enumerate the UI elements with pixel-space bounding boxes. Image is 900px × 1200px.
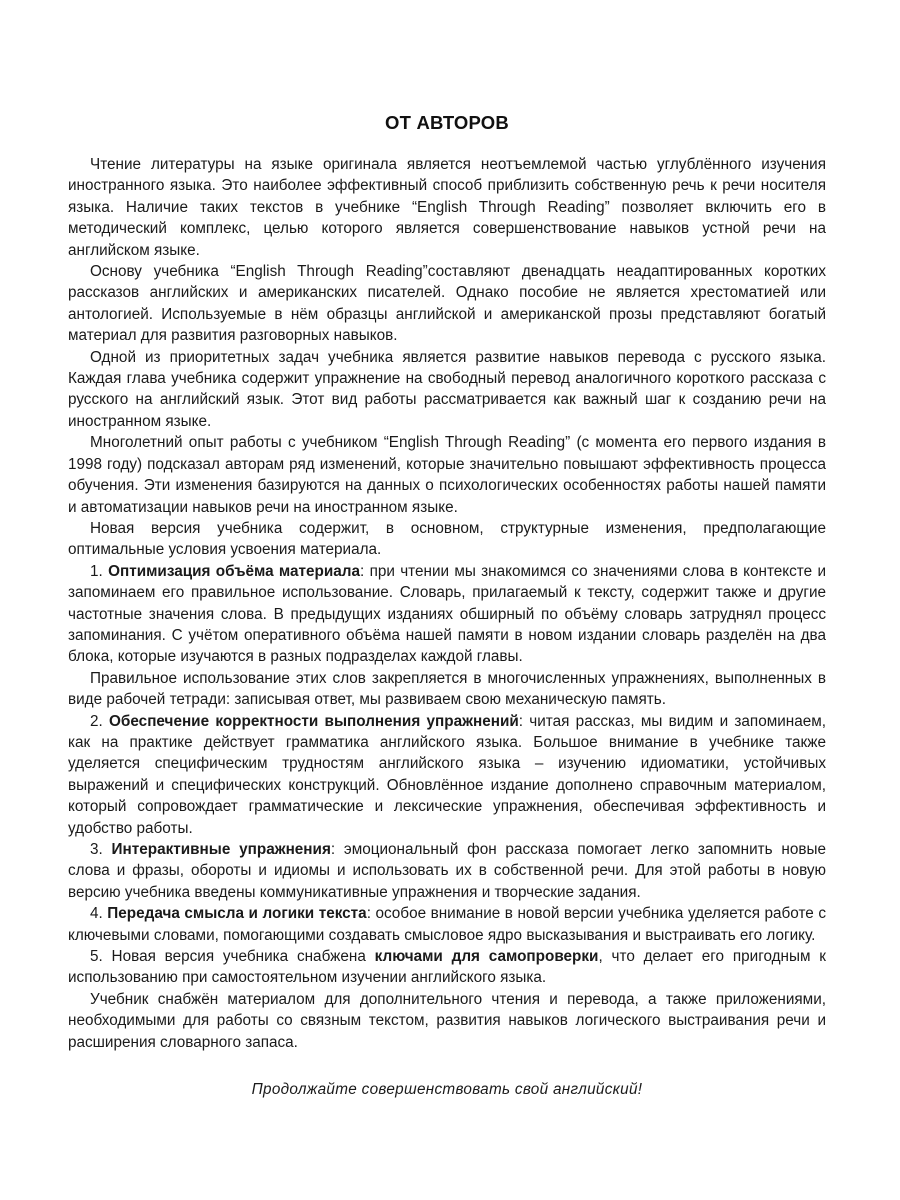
paragraph-text: : эмоциональный фон рассказа помогает легко запомнить новые слова и фразы, обороты и идиомы и использовать их в собственной речи. Для этой работы в новую версию учебника введены коммуникативные упражнения и творческие задания.	[68, 841, 826, 901]
paragraph-prefix: 4.	[90, 905, 108, 923]
paragraph-text: : особое внимание в новой версии учебника уделяется работе с ключевыми словами, помогающими создавать смысловое ядро высказывания и выстраивать его логику.	[68, 905, 826, 944]
paragraph	[68, 561, 826, 668]
paragraph-text: : читая рассказ, мы видим и запоминаем, как на практике действует грамматика английского языка. Большое внимание в учебнике также уделяется специфическим трудностям английского языка – изучению идиоматики, устойчивых выражений и специфических конструкций. Обновлённое издание дополнено справочным материалом, который сопровождает грамматические и лексические упражнения, обеспечивая эффективность и удобство работы.	[68, 712, 826, 837]
paragraph-prefix: 5. Новая версия учебника снабжена	[90, 948, 375, 966]
paragraph	[68, 347, 826, 433]
paragraph-heading: Интерактивные упражнения	[111, 841, 331, 858]
paragraph-prefix: 3.	[90, 841, 112, 858]
paragraph-text: , что делает его пригодным к использованию при самостоятельном изучении английского языка.	[68, 948, 826, 987]
paragraph-text: Учебник снабжён материалом для дополнительного чтения и перевода, а также приложениями, необходимыми для работы со связным текстом, развития навыков логического выстраивания речи и расширения словарного запаса.	[68, 990, 826, 1051]
paragraph-prefix: 2.	[90, 712, 110, 730]
paragraph	[68, 946, 826, 989]
document-page	[68, 112, 826, 1099]
paragraph-heading: Передача смысла и логики текста	[107, 905, 367, 923]
paragraph	[68, 989, 826, 1053]
paragraph-text: Правильное использование этих слов закрепляется в многочисленных упражнениях, выполненных в виде рабочей тетради: записывая ответ, мы развиваем свою механическую память.	[68, 669, 826, 709]
paragraph	[68, 154, 826, 261]
paragraph-heading: Оптимизация объёма материала	[108, 562, 361, 580]
paragraph-prefix: 1.	[90, 562, 109, 580]
paragraph	[68, 432, 826, 518]
paragraph	[68, 518, 826, 561]
paragraph-heading: Обеспечение корректности выполнения упражнений	[109, 712, 519, 730]
paragraph	[68, 903, 826, 946]
paragraph	[68, 711, 826, 839]
paragraph-text: Основу учебника “English Through Reading”составляют двенадцать неадаптированных коротких рассказов английских и американских писателей. Однако пособие не является хрестоматией или антологией. Используемые в нём образцы английской и американской прозы представляют богатый материал для развития разговорных навыков.	[68, 263, 826, 345]
paragraph-text: Новая версия учебника содержит, в основном, структурные изменения, предполагающие оптимальные условия усвоения материала.	[68, 519, 826, 559]
paragraph-text: Многолетний опыт работы с учебником “English Through Reading” (с момента его первого издания в 1998 году) подсказал авторам ряд изменений, которые значительно повышают эффективность процесса обучения. Эти изменения базируются на данных о психологических особенностях работы нашей памяти и автоматизации навыков речи на иностранном языке.	[68, 434, 826, 516]
paragraph	[68, 668, 826, 711]
paragraph-heading: ключами для самопроверки	[374, 948, 599, 966]
page-title: ОТ АВТОРОВ	[385, 112, 509, 133]
paragraph	[68, 261, 826, 347]
body-text	[68, 154, 826, 1053]
paragraph-text: : при чтении мы знакомимся со значениями слова в контексте и запоминаем его правильное использование. Словарь, прилагаемый к тексту, содержит также и другие частотные значения слова. В предыдущих изданиях обширный по объёму словарь затруднял процесс запоминания. С учётом оперативного объёма нашей памяти в новом издании словарь разделён на два блока, которые изучаются в разных подразделах каждой главы.	[68, 562, 826, 666]
paragraph-text: Одной из приоритетных задач учебника является развитие навыков перевода с русского языка. Каждая глава учебника содержит упражнение на свободный перевод аналогичного короткого рассказа с русского на английский язык. Этот вид работы рассматривается как важный шаг к созданию речи на иностранном языке.	[68, 348, 826, 430]
paragraph-text: Чтение литературы на языке оригинала является неотъемлемой частью углублённого изучения иностранного языка. Это наиболее эффективный способ приблизить собственную речь к речи носителя языка. Наличие таких текстов в учебнике “English Through Reading” позволяет включить его в методический комплекс, целью которого является совершенствование навыков устной речи на английском языке.	[68, 156, 826, 259]
closing-line: Продолжайте совершенствовать свой английский!	[251, 1081, 643, 1099]
paragraph	[68, 839, 826, 903]
